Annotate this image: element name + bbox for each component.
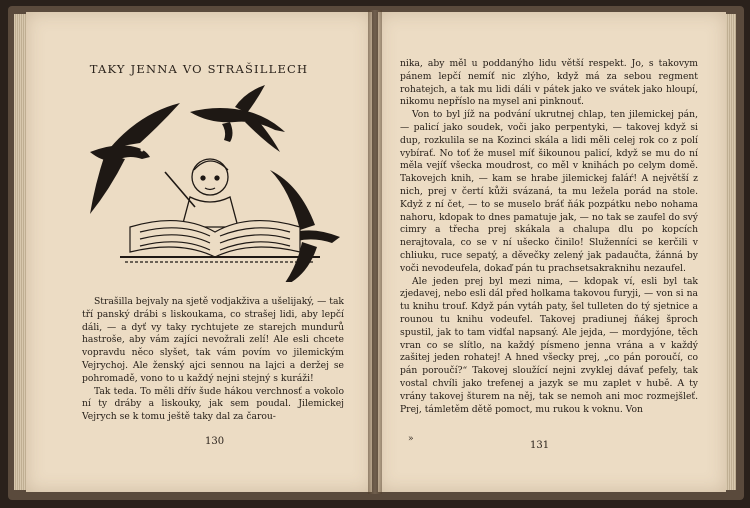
crow-icon — [90, 103, 180, 214]
page-number: 131 — [530, 440, 550, 451]
crow-icon — [190, 85, 285, 152]
paragraph: Tak teda. To měli dřív šude hákou verchnosť a vokolo ní ty dráby a liskouky, jak sem poudal. Jilemickej Vejrych se k tomu ještě taky dal za čarou- — [82, 385, 344, 423]
paragraph: Strašilla bejvaly na sjetě vodjakživa a ušelijaký, — tak tří panský drábi s liskoukama, co strašej lidi, aby lepčí dáli, — a dyť vy taky rychtujete ze starejch mundurů hastroše, aby vám zajíci nevožrali zelí! Ale esli chcete vopravdu něco slyšet, tak vám povím vo jilemickým Vejrychoj. Ale ženský ajci sennou na lajci a deržej se pohromadě, vono to u každý nejni stejný s kuráži! — [82, 296, 344, 384]
chapter-title: TAKY JENNA VO STRAŠILLECH — [89, 62, 309, 76]
right-page-text — [400, 58, 698, 416]
page-edges-left — [14, 14, 26, 490]
reader-figure — [165, 159, 238, 227]
paragraph: nika, aby měl u poddanýho lidu větší respekt. Jo, s takovym pánem lepčí nemíť nic zlýho, když má za sebou regment rohatejch, a tak mu lidi dáli v pátek jako ve svátek jako hloupí, nikomu nepříslo na mysel ani pinknouť. — [400, 58, 698, 108]
crows-and-book-illustration — [70, 82, 350, 282]
stray-mark: » — [408, 434, 414, 444]
left-page-text — [82, 296, 344, 424]
paragraph: Ale jeden prej byl mezi nima, — kdopak ví, esli byl tak zjedavej, nebo esli dál před holkama takovou furyji, — von si na tu knihu trouf. Když pán vytáh paty, šel tulleten do tý sjetnice a rounou tu knihu vodeufel. Takovej pradiunej ňákej šproch spustil, jak to tam vidťal napsaný. Ale jejda, — mordyjóne, těch vran co se slítlo, na každý písmeno jenna vrána a v každý zašitej jeden rohatej! A hned všecky prej, „co pán poroučí, co pán poroučí?“ Takovej sloužící nejni zvyklej dávať pefely, tak vostal chvíli jako trefenej a jazyk se mu zaplet v hubě. A ty vrány takovej šturem na něj, tak se nemoh ani moc rozmejšleť. Prej, támletěm dětě pomoct, mu rukou k voknu. Von — [400, 275, 698, 415]
book-gutter — [368, 10, 382, 494]
page-edges-right — [726, 14, 736, 490]
page-number: 130 — [205, 436, 225, 447]
paragraph: Von to byl jíž na podvání ukrutnej chlap, ten jilemickej pán, — palicí jako soudek, voči jako perpentyki, — takovej když si dup, rozkulila se na Kozinci skála a lidi měli celej rok co z polí vybírať. No toť že musel míť šikounou palicí, když se mu do ní měla vejíť všecka moudrost, co měl v knihách po celym domě. Takovejch knih, — kam se hrabe jilemickej faláŕ! A největší z nich, prej v čertí kůži svázaná, ta mu ležela porád na stole. Když z ní čet, — to se muselo bráť ňák pozpátku nebo nohama nahoru, kdopak to dnes pamatuje jak, — no tak se zaufel do svý cimry a třecha prej skákala a chalupa dlu po kopcích nerajtovala, co se v ní ušecko činilo! Služenníci se kerčili v chliuku, ruce sepatý, a děvečky zelený jak padaučta, žánná by voči nevodeufela, dokaď pán tu prachsetsakraknihu nezaufel. — [400, 109, 698, 274]
